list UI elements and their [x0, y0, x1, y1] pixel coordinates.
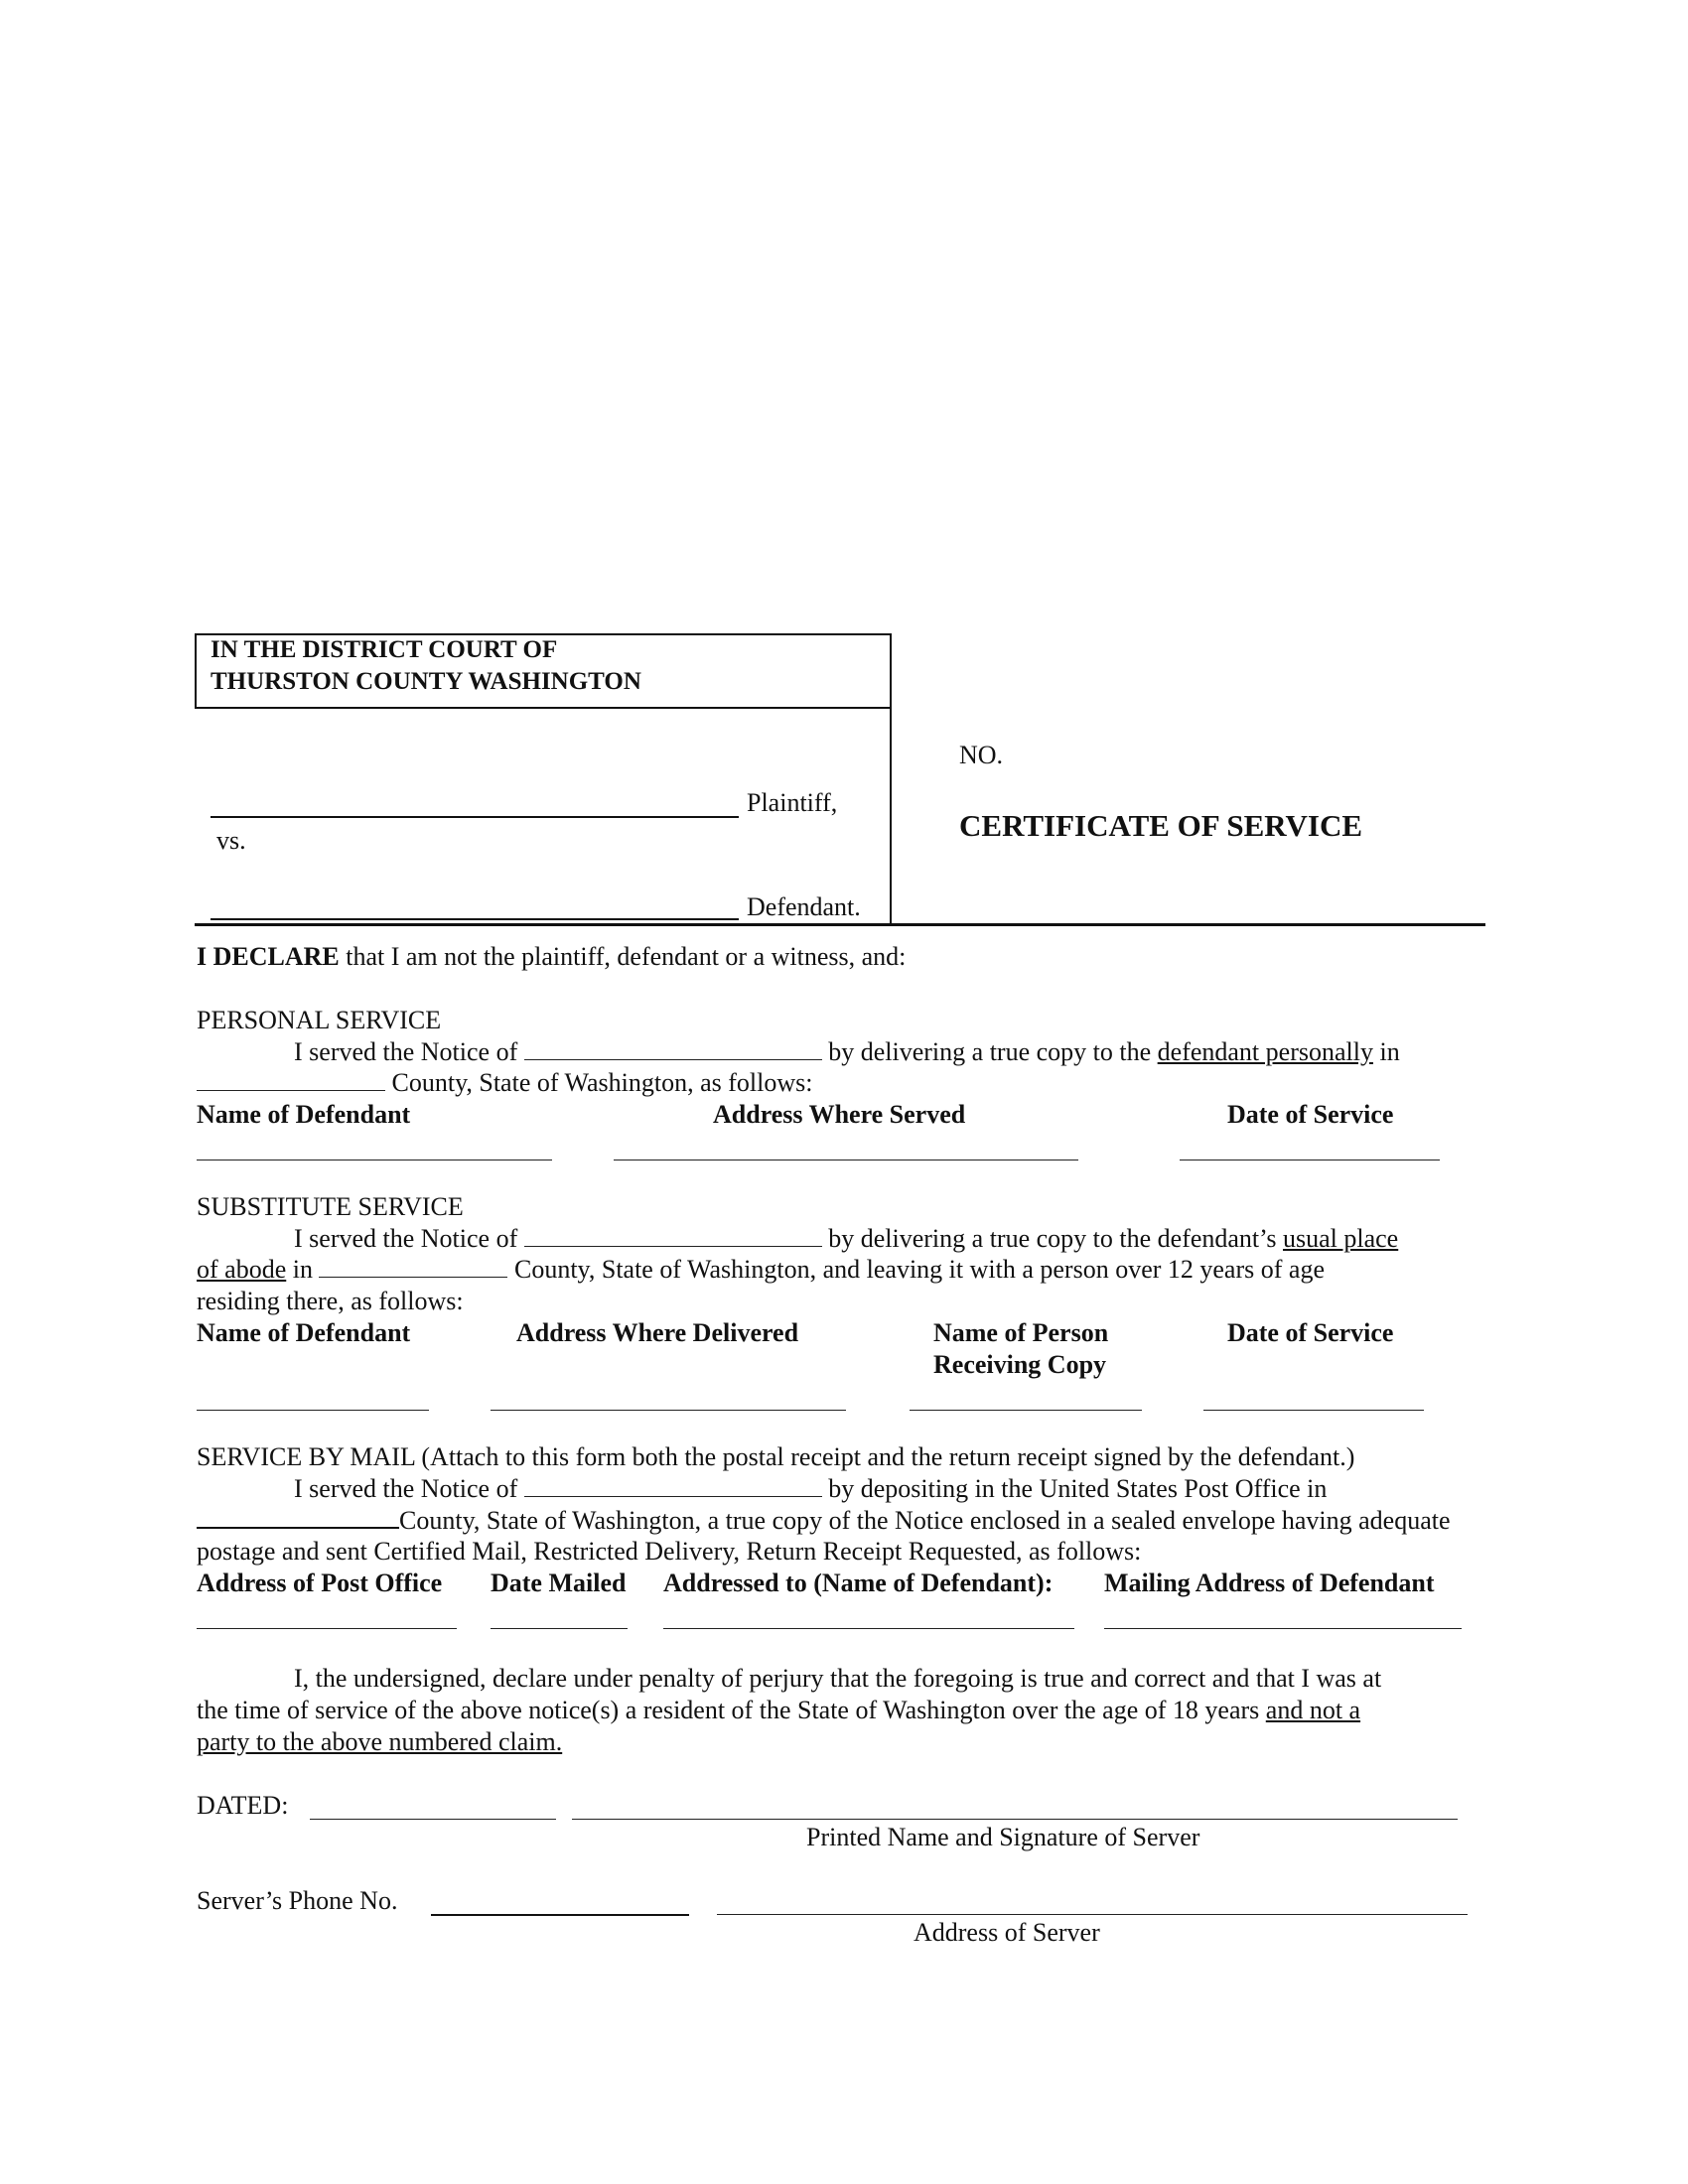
case-number-label: NO. — [959, 741, 1004, 769]
mail-county-text: County, State of Washington, a true copy of the Notice enclosed in a sealed envelope having adequate — [399, 1506, 1451, 1535]
mail-text-b: by depositing in the United States Post Office in — [828, 1474, 1328, 1503]
personal-service-line2 — [197, 1068, 813, 1098]
mail-service-heading: SERVICE BY MAIL (Attach to this form both the postal receipt and the return receipt signed by the defendant.) — [197, 1442, 1355, 1471]
perjury-line2 — [197, 1696, 1360, 1725]
perjury-text-a: the time of service of the above notice(s) a resident of the State of Washington over the age of 18 years — [197, 1696, 1260, 1724]
personal-service-line1 — [294, 1037, 1400, 1067]
substitute-service-line1 — [294, 1224, 1398, 1254]
dated-field[interactable] — [310, 1819, 556, 1820]
mail-notice-of-field[interactable] — [524, 1474, 822, 1497]
vs-label: vs. — [216, 826, 246, 855]
signature-field[interactable] — [572, 1819, 1458, 1820]
mail-text-a: I served the Notice of — [294, 1474, 518, 1503]
perjury-line1: I, the undersigned, declare under penalty of perjury that the foregoing is true and correct and that I was at — [294, 1664, 1382, 1693]
mail-post-office-field[interactable] — [197, 1628, 457, 1629]
plaintiff-name-field[interactable] — [211, 816, 739, 818]
perjury-line3: party to the above numbered claim. — [197, 1727, 563, 1756]
caption-bottom-rule — [195, 923, 1485, 926]
substitute-abode-text: of abode — [197, 1255, 287, 1284]
substitute-county-text: County, State of Washington, and leaving it with a person over 12 years of age — [513, 1255, 1325, 1284]
address-of-server-label: Address of Server — [914, 1918, 1100, 1947]
mail-col-mailing-address: Mailing Address of Defendant — [1104, 1569, 1435, 1597]
personal-service-heading: PERSONAL SERVICE — [197, 1006, 442, 1034]
substitute-address-field[interactable] — [491, 1410, 846, 1411]
substitute-notice-of-field[interactable] — [524, 1224, 822, 1247]
mail-col-addressed-to: Addressed to (Name of Defendant): — [663, 1569, 1054, 1597]
personal-county-text: County, State of Washington, as follows: — [391, 1068, 813, 1097]
substitute-service-line3: residing there, as follows: — [197, 1287, 464, 1315]
mail-col-date: Date Mailed — [491, 1569, 627, 1597]
substitute-col-person-2: Receiving Copy — [933, 1350, 1107, 1379]
substitute-service-line2 — [197, 1255, 1325, 1285]
personal-col-address: Address Where Served — [713, 1100, 966, 1129]
personal-col-date: Date of Service — [1227, 1100, 1394, 1129]
mail-mailing-address-field[interactable] — [1104, 1628, 1462, 1629]
substitute-text-a: I served the Notice of — [294, 1224, 518, 1253]
court-name-line2: THURSTON COUNTY WASHINGTON — [211, 668, 641, 695]
substitute-county-field[interactable] — [319, 1255, 507, 1278]
plaintiff-label: Plaintiff, — [747, 788, 838, 817]
mail-date-field[interactable] — [491, 1628, 628, 1629]
substitute-person-field[interactable] — [910, 1410, 1142, 1411]
defendant-label: Defendant. — [747, 892, 861, 921]
mail-service-line1 — [294, 1474, 1327, 1504]
server-address-field[interactable] — [717, 1914, 1468, 1915]
substitute-col-name: Name of Defendant — [197, 1318, 411, 1347]
personal-notice-of-field[interactable] — [524, 1037, 822, 1060]
personal-text-c: in — [1379, 1037, 1400, 1066]
substitute-col-address: Address Where Delivered — [516, 1318, 799, 1347]
dated-label: DATED: — [197, 1791, 289, 1820]
mail-county-field[interactable] — [197, 1505, 399, 1529]
substitute-col-person-1: Name of Person — [933, 1318, 1109, 1347]
declare-bold: I DECLARE — [197, 942, 340, 971]
personal-col-name: Name of Defendant — [197, 1100, 411, 1129]
mail-addressed-to-field[interactable] — [663, 1628, 1074, 1629]
substitute-text-b: by delivering a true copy to the defendant’s — [828, 1224, 1277, 1253]
substitute-col-date: Date of Service — [1227, 1318, 1394, 1347]
printed-name-label: Printed Name and Signature of Server — [806, 1823, 1200, 1851]
mail-service-line2 — [197, 1505, 1451, 1536]
phone-field[interactable] — [431, 1914, 689, 1916]
court-name-line1: IN THE DISTRICT COURT OF — [211, 636, 558, 663]
personal-text-underlined: defendant personally — [1157, 1037, 1373, 1066]
declare-text: that I am not the plaintiff, defendant or a witness, and: — [346, 942, 907, 971]
mail-col-post-office: Address of Post Office — [197, 1569, 443, 1597]
document-title: CERTIFICATE OF SERVICE — [959, 808, 1363, 843]
phone-label: Server’s Phone No. — [197, 1886, 398, 1915]
mail-service-line3: postage and sent Certified Mail, Restricted Delivery, Return Receipt Requested, as follows: — [197, 1537, 1142, 1566]
perjury-text-underlined: and not a — [1265, 1696, 1361, 1724]
caption-divider — [890, 707, 892, 923]
defendant-name-field[interactable] — [211, 918, 739, 920]
personal-county-field[interactable] — [197, 1068, 385, 1091]
substitute-in-text: in — [292, 1255, 313, 1284]
substitute-text-underlined: usual place — [1283, 1224, 1399, 1253]
substitute-date-field[interactable] — [1203, 1410, 1424, 1411]
substitute-defendant-name-field[interactable] — [197, 1410, 429, 1411]
declaration-intro — [197, 942, 906, 972]
personal-text-a: I served the Notice of — [294, 1037, 518, 1066]
personal-text-b: by delivering a true copy to the — [828, 1037, 1152, 1066]
substitute-service-heading: SUBSTITUTE SERVICE — [197, 1192, 464, 1221]
